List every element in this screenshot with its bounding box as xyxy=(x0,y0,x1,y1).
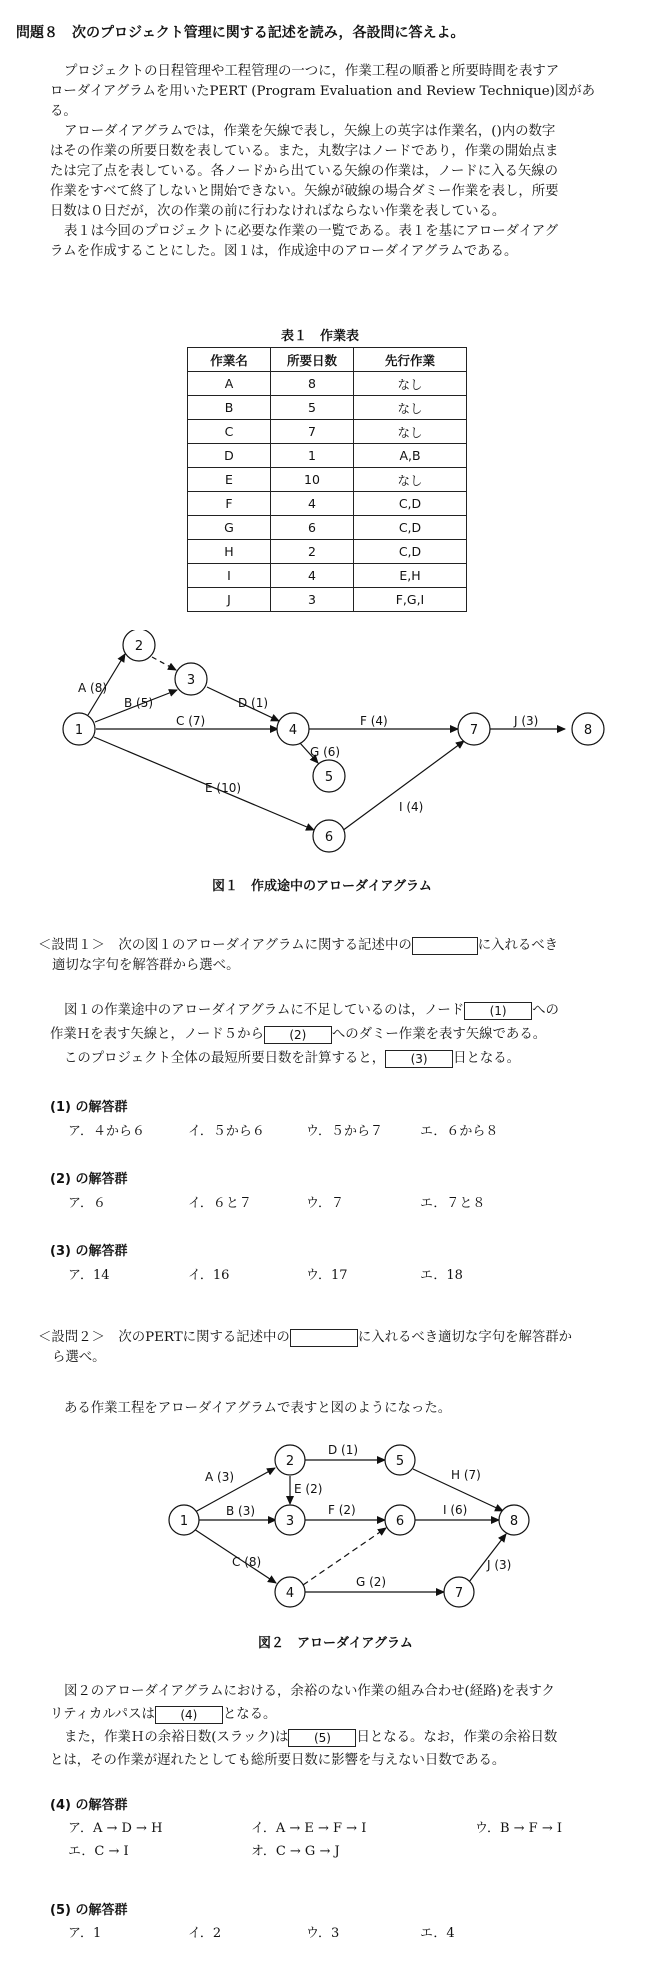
arrow-label: A (8) xyxy=(78,681,108,695)
table-row xyxy=(188,492,467,516)
table-header: 作業名 xyxy=(188,348,271,372)
node-label: 5 xyxy=(395,1454,405,1469)
q2-lead: ある作業工程をアローダイアグラムで表すと図のようになった。 xyxy=(64,1401,452,1416)
table-cell: 5 xyxy=(271,396,354,420)
answer-option[interactable]: ア．A → D → H xyxy=(68,1821,163,1836)
blank-4: (4) xyxy=(155,1706,223,1724)
arrow-label: D (1) xyxy=(238,696,269,710)
table-row xyxy=(188,540,467,564)
problem-title: 問題８ 次のプロジェクト管理に関する記述を読み，各設問に答えよ。 xyxy=(16,25,465,41)
node-label: 8 xyxy=(509,1514,519,1529)
table-cell: A,B xyxy=(354,444,467,468)
answer-option[interactable]: ウ．17 xyxy=(306,1268,348,1283)
q2-header-text: ＜設問２＞ 次のPERTに関する記述中の xyxy=(38,1330,290,1345)
table-cell: F xyxy=(188,492,271,516)
table-row xyxy=(188,468,467,492)
q1-text: へのダミー作業を表す矢線である。 xyxy=(331,1027,547,1042)
table-cell: なし xyxy=(354,420,467,444)
table-header-row xyxy=(188,348,467,372)
q1-header-text: に入れるべき xyxy=(477,938,559,953)
table-cell: 4 xyxy=(271,492,354,516)
q1-text: 図１の作業途中のアローダイアグラムに不足しているのは，ノード xyxy=(64,1003,465,1018)
figure1-diagram xyxy=(0,630,650,870)
q2-line: とは，その作業が遅れたとしても総所要日数に影響を与えない日数である。 xyxy=(50,1753,506,1768)
dummy-arrow-2-3 xyxy=(152,657,176,670)
node-label: 7 xyxy=(454,1586,464,1601)
answer-option[interactable]: ア．６ xyxy=(68,1196,106,1211)
table-cell: G xyxy=(188,516,271,540)
q2-text: リティカルパスは xyxy=(50,1707,155,1722)
node-label: 4 xyxy=(285,1586,295,1601)
answer-option[interactable]: イ．５から６ xyxy=(188,1124,265,1139)
q1-line xyxy=(50,1023,650,1047)
intro-line: はその作業の所要日数を表している。また，丸数字はノードであり，作業の開始点ま xyxy=(50,144,559,159)
arrow-label: F (4) xyxy=(360,714,388,728)
answer-option[interactable]: イ．６と７ xyxy=(188,1196,252,1211)
answer-group-label: (4) の解答群 xyxy=(50,1798,128,1813)
node-label: 3 xyxy=(186,673,196,688)
arrow-label: B (5) xyxy=(124,696,154,710)
node-label: 4 xyxy=(288,723,298,738)
blank-2: (2) xyxy=(264,1026,332,1044)
answer-option[interactable]: ウ．５から７ xyxy=(306,1124,383,1139)
intro-line: たは完了点を表している。各ノードから出ている矢線の作業は，ノードに入る矢線の xyxy=(50,164,559,179)
table-cell: E,H xyxy=(354,564,467,588)
node-label: 5 xyxy=(324,770,334,785)
blank-box xyxy=(290,1329,358,1347)
table-cell: D xyxy=(188,444,271,468)
arrow-label: B (3) xyxy=(226,1504,256,1518)
table-cell: なし xyxy=(354,372,467,396)
table-cell: 8 xyxy=(271,372,354,396)
q1-line xyxy=(50,1047,650,1071)
figure2-diagram xyxy=(0,1425,650,1635)
question1-body xyxy=(50,999,650,1071)
node-label: 8 xyxy=(583,723,593,738)
arrow-label: I (6) xyxy=(443,1503,468,1517)
table-cell: 6 xyxy=(271,516,354,540)
answer-option[interactable]: エ．C → I xyxy=(68,1844,129,1859)
table-row xyxy=(188,396,467,420)
arrow-label: J (3) xyxy=(487,1558,512,1572)
table-row xyxy=(188,588,467,612)
node-label: 3 xyxy=(285,1514,295,1529)
intro-line: 表１は今回のプロジェクトに必要な作業の一覧である。表１を基にアローダイアグ xyxy=(64,224,559,239)
intro-line: 作業をすべて終了しないと開始できない。矢線が破線の場合ダミー作業を表し，所要 xyxy=(50,184,559,199)
q2-header-text: ら選べ。 xyxy=(52,1350,106,1365)
intro-line: ラムを作成することにした。図１は，作成途中のアローダイアグラムである。 xyxy=(50,244,518,259)
q2-text: となる。 xyxy=(222,1707,277,1722)
answer-option[interactable]: イ．16 xyxy=(188,1268,230,1283)
question2-body xyxy=(50,1680,650,1772)
answer-option[interactable]: イ．A → E → F → I xyxy=(251,1821,367,1836)
figure1-caption: 図１ 作成途中のアローダイアグラム xyxy=(212,879,432,894)
table-cell: H xyxy=(188,540,271,564)
answer-option[interactable]: エ．18 xyxy=(420,1268,463,1283)
arrow-label: C (8) xyxy=(232,1555,262,1569)
answer-option[interactable]: エ．７と８ xyxy=(420,1196,486,1211)
answer-option[interactable]: ウ．７ xyxy=(306,1196,344,1211)
table-cell: C,D xyxy=(354,540,467,564)
answer-group-label: (5) の解答群 xyxy=(50,1903,128,1918)
table-cell: 2 xyxy=(271,540,354,564)
table-cell: C,D xyxy=(354,516,467,540)
arrow-label: I (4) xyxy=(399,800,424,814)
table-cell: 7 xyxy=(271,420,354,444)
q2-line xyxy=(50,1703,650,1726)
answer-option[interactable]: イ．2 xyxy=(188,1926,222,1941)
arrow-label: J (3) xyxy=(514,714,539,728)
q2-text: 日となる。なお，作業の余裕日数 xyxy=(356,1730,558,1745)
node-label: 1 xyxy=(179,1514,189,1529)
intro-line: アローダイアグラムでは，作業を矢線で表し，矢線上の英字は作業名，()内の数字 xyxy=(64,124,556,139)
arrow-label: E (10) xyxy=(205,781,242,795)
q2-line: 図２のアローダイアグラムにおける，余裕のない作業の組み合わせ(経路)を表すク xyxy=(64,1684,555,1699)
table-cell: 1 xyxy=(271,444,354,468)
node-label: 6 xyxy=(324,830,334,845)
table1-caption: 表１ 作業表 xyxy=(281,329,360,344)
arrow-label: D (1) xyxy=(328,1443,359,1457)
table-cell: B xyxy=(188,396,271,420)
answer-option[interactable]: ウ．3 xyxy=(306,1926,340,1941)
table-cell: なし xyxy=(354,468,467,492)
table-row xyxy=(188,564,467,588)
table-row xyxy=(188,444,467,468)
answer-group-label: (2) の解答群 xyxy=(50,1172,128,1187)
table-cell: C xyxy=(188,420,271,444)
q2-header-text: に入れるべき適切な字句を解答群か xyxy=(357,1330,573,1345)
intro-line: る。 xyxy=(50,104,77,119)
table-cell: 10 xyxy=(271,468,354,492)
q1-line xyxy=(50,999,650,1023)
table-header: 所要日数 xyxy=(271,348,354,372)
arrow-label: E (2) xyxy=(294,1482,323,1496)
node-label: 1 xyxy=(74,723,84,738)
intro-line: 日数は０日だが，次の作業の前に行わなければならない作業を表している。 xyxy=(50,204,506,219)
blank-3: (3) xyxy=(385,1050,453,1068)
table-cell: なし xyxy=(354,396,467,420)
blank-box xyxy=(412,937,478,955)
answer-group-label: (3) の解答群 xyxy=(50,1244,128,1259)
blank-5: (5) xyxy=(288,1729,356,1747)
q2-line xyxy=(50,1726,650,1749)
table-cell: C,D xyxy=(354,492,467,516)
arrow-label: H (7) xyxy=(451,1468,481,1482)
table-cell: 4 xyxy=(271,564,354,588)
answer-option[interactable]: ア．14 xyxy=(68,1268,110,1283)
node-label: 7 xyxy=(469,723,479,738)
table-cell: E xyxy=(188,468,271,492)
arrow-label: A (3) xyxy=(205,1470,235,1484)
node-label: 2 xyxy=(134,639,144,654)
answer-option[interactable]: オ．C → G → J xyxy=(251,1844,340,1859)
arrow-label: C (7) xyxy=(176,714,206,728)
table-cell: I xyxy=(188,564,271,588)
table-row xyxy=(188,516,467,540)
blank-1: (1) xyxy=(464,1002,532,1020)
work-table xyxy=(187,347,467,612)
table-row xyxy=(188,420,467,444)
q1-text: 日となる。 xyxy=(453,1051,521,1066)
answer-option[interactable]: ウ．B → F → I xyxy=(475,1821,562,1836)
figure2-caption: 図２ アローダイアグラム xyxy=(258,1636,413,1651)
node-label: 6 xyxy=(395,1514,405,1529)
arrow-label: F (2) xyxy=(328,1503,356,1517)
q1-text: このプロジェクト全体の最短所要日数を計算すると， xyxy=(64,1051,386,1066)
table-cell: A xyxy=(188,372,271,396)
table-cell: 3 xyxy=(271,588,354,612)
table-cell: F,G,I xyxy=(354,588,467,612)
q1-text: 作業Ｈを表す矢線と，ノード５から xyxy=(50,1027,264,1042)
arrow-i xyxy=(342,741,464,831)
q2-text: また，作業Ｈの余裕日数(スラック)は xyxy=(64,1730,289,1745)
answer-option[interactable]: エ．4 xyxy=(420,1926,455,1941)
arrow-e xyxy=(94,737,314,830)
node-label: 2 xyxy=(285,1454,295,1469)
answer-option[interactable]: エ．６から８ xyxy=(420,1124,499,1139)
answer-option[interactable]: ア．４から６ xyxy=(68,1124,145,1139)
arrow-label: G (6) xyxy=(310,745,341,759)
arrow-label: G (2) xyxy=(356,1575,387,1589)
q1-text: への xyxy=(532,1003,559,1018)
answer-option[interactable]: ア．1 xyxy=(68,1926,102,1941)
table-cell: J xyxy=(188,588,271,612)
table-row xyxy=(188,372,467,396)
intro-line: ローダイアグラムを用いたPERT (Program Evaluation and Review Technique)図があ xyxy=(50,84,596,99)
q1-header-text: ＜設問１＞ 次の図１のアローダイアグラムに関する記述中の xyxy=(38,938,412,953)
answer-group-label: (1) の解答群 xyxy=(50,1100,128,1115)
q1-header-text: 適切な字句を解答群から選べ。 xyxy=(52,958,240,973)
intro-paragraph xyxy=(50,62,635,262)
question2-header xyxy=(38,1328,638,1368)
table-header: 先行作業 xyxy=(354,348,467,372)
intro-line: プロジェクトの日程管理や工程管理の一つに，作業工程の順番と所要時間を表すア xyxy=(64,64,560,79)
question1-header xyxy=(38,936,638,976)
